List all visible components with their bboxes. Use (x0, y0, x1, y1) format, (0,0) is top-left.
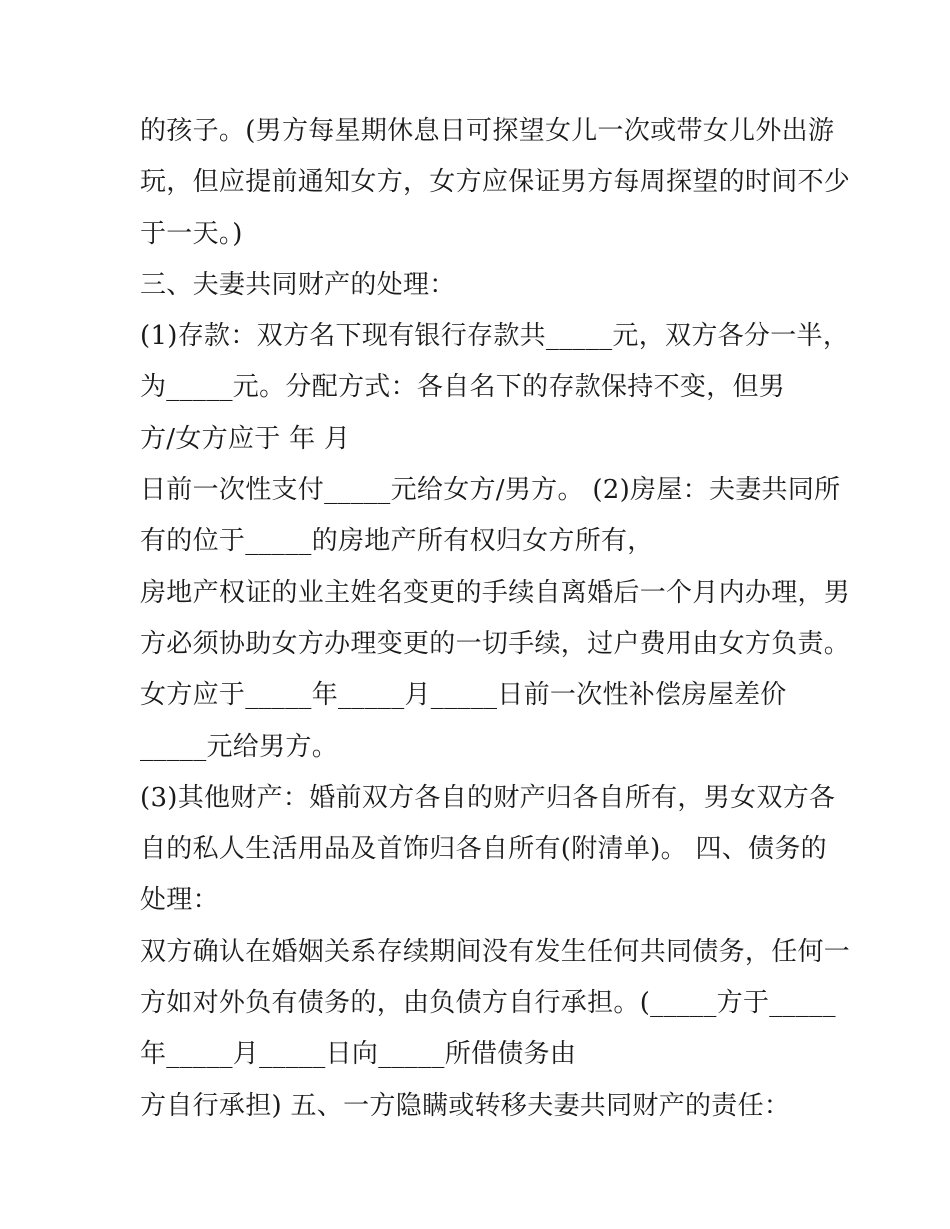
text-line: 为_____元。分配方式：各自名下的存款保持不变，但男 (140, 372, 786, 403)
text-line: 自的私人生活用品及首饰归各自所有(附清单)。 四、债务的 (140, 834, 827, 865)
text-line: 处理： (140, 885, 219, 916)
text-line: 双方确认在婚姻关系存续期间没有发生任何共同债务，任何一 (140, 936, 851, 967)
text-line: 玩，但应提前通知女方，女方应保证男方每周探望的时间不少 (140, 167, 851, 198)
text-line: 的孩子。(男方每星期休息日可探望女儿一次或带女儿外出游 (140, 116, 835, 146)
text-line: 房地产权证的业主姓名变更的手续自离婚后一个月内办理，男 (140, 577, 851, 608)
text-line: 方/女方应于 年 月 (140, 423, 351, 454)
text-line: 日前一次性支付_____元给女方/男方。 (2)房屋：夫妻共同所 (140, 475, 841, 506)
document-body (140, 106, 851, 1132)
text-line: 方如对外负有债务的，由负债方自行承担。(_____方于_____ (140, 988, 836, 1019)
text-line: 方必须协助女方办理变更的一切手续，过户费用由女方负责。 (140, 628, 851, 659)
text-line: 于一天。) (140, 218, 243, 249)
section-heading: 三、夫妻共同财产的处理： (140, 269, 456, 300)
text-line: (1)存款：双方名下现有银行存款共_____元，双方各分一半， (140, 321, 850, 352)
text-line: 有的位于_____的房地产所有权归女方所有， (140, 526, 654, 557)
text-line: 女方应于_____年_____月_____日前一次性补偿房屋差价 (140, 680, 787, 711)
text-line: 方自行承担) 五、一方隐瞒或转移夫妻共同财产的责任： (140, 1090, 791, 1121)
text-line: 年_____月_____日向_____所借债务由 (140, 1039, 577, 1070)
text-line: (3)其他财产：婚前双方各自的财产归各自所有，男女双方各 (140, 782, 836, 813)
text-line: _____元给男方。 (140, 731, 339, 762)
